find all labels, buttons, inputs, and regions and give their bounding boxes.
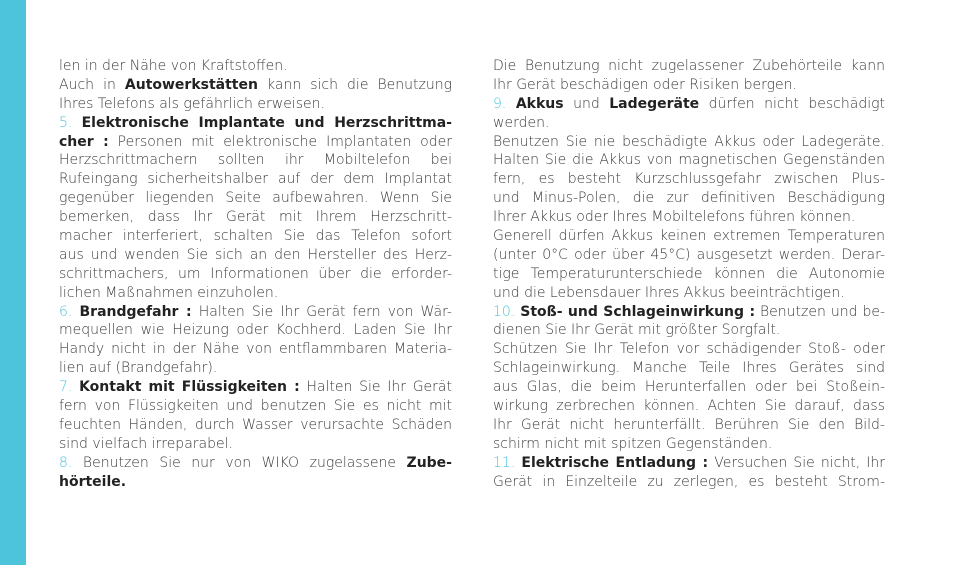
body-text: lien auf (Brandgefahr).: [59, 360, 218, 377]
text-line: [493, 378, 885, 397]
text-line: [493, 95, 885, 114]
body-text: werden.: [493, 114, 550, 131]
text-line: [493, 227, 885, 246]
text-line: [493, 170, 885, 189]
text-line: [493, 397, 885, 416]
text-line: [493, 284, 885, 303]
text-line: [59, 473, 452, 492]
body-text: Generell dürfen Akkus keinen extremen Temperaturen: [493, 228, 885, 245]
section-number: 6.: [59, 303, 80, 320]
body-text: Benutzen und be-: [755, 303, 885, 320]
text-line: [59, 378, 452, 397]
bold-term: hörteile.: [59, 473, 127, 490]
body-text: Ihr Gerät nicht herunterfällt. Berühren Sie den Bild-: [493, 416, 885, 433]
body-text: Schlageinwirkung. Manche Teile Ihres Gerätes sind: [493, 360, 885, 377]
text-line: [493, 189, 885, 208]
section-number: 8.: [59, 454, 83, 471]
text-line: [59, 151, 452, 170]
text-line: [59, 359, 452, 378]
body-text: und: [563, 95, 610, 112]
body-text: len in der Nähe von Kraftstoffen.: [59, 58, 288, 74]
bold-term: Autowerkstätten: [124, 76, 258, 93]
bold-term: Brandgefahr :: [79, 303, 192, 320]
bold-term: Kontakt mit Flüssigkeiten :: [79, 379, 300, 396]
text-line: [493, 208, 885, 227]
left-text-column: [59, 57, 452, 491]
body-text: dienen Sie Ihr Gerät mit größter Sorgfalt.: [493, 322, 781, 339]
accent-side-bar: [0, 0, 26, 565]
body-text: bemerken, dass Ihr Gerät mit Ihrem Herzschritt-: [59, 209, 452, 226]
bold-term: Akkus: [515, 95, 564, 112]
body-text: schrittmachers, um Informationen über die erforder-: [59, 265, 452, 282]
bold-term: cher :: [59, 133, 109, 150]
body-text: mequellen wie Heizung oder Kochherd. Laden Sie Ihr: [59, 322, 452, 339]
body-text: fern, es besteht Kurzschlussgefahr zwischen Plus-: [493, 171, 885, 188]
body-text: feuchten Händen, durch Wasser verursachte Schäden: [59, 416, 452, 433]
text-line: [493, 454, 885, 473]
body-text: (unter 0°C oder über 45°C) ausgesetzt werden. Derar-: [493, 246, 885, 263]
body-text: lichen Maßnahmen einzuholen.: [59, 284, 279, 301]
body-text: Benutzen Sie nie beschädigte Akkus oder Ladegeräte.: [493, 133, 885, 150]
body-text: Halten Sie Ihr Gerät: [299, 379, 452, 396]
body-text: Rufeingang sicherheitshalber auf der dem Implantat: [59, 171, 452, 188]
bold-term: Ladegeräte: [609, 95, 700, 112]
body-text: Ihr Gerät beschädigen oder Risiken bergen.: [493, 76, 797, 93]
body-text: Ihres Telefons als gefährlich erweisen.: [59, 95, 325, 112]
body-text: Handy nicht in der Nähe von entflammbaren Materia-: [59, 341, 452, 358]
body-text: Halten Sie Ihr Gerät fern von Wär-: [191, 303, 452, 320]
body-text: gegenüber liegenden Seite aufbewahren. Wenn Sie: [59, 190, 452, 207]
text-line: [493, 133, 885, 152]
section-number: 10.: [493, 303, 521, 320]
text-line: [59, 114, 452, 133]
body-text: Versuchen Sie nicht, Ihr: [708, 454, 886, 471]
body-text: Gerät in Einzelteile zu zerlegen, es besteht Strom-: [493, 473, 885, 490]
body-text: und die Lebensdauer Ihres Akkus beeinträchtigen.: [493, 284, 845, 301]
section-number: 9.: [493, 95, 516, 112]
text-line: [493, 416, 885, 435]
bold-term: Elektronische Implantate und Herzschrittma-: [81, 114, 452, 131]
body-text: und Minus-Polen, die zur definitiven Beschädigung: [493, 190, 885, 207]
body-text: macher interferiert, schalten Sie das Telefon sofort: [59, 228, 452, 245]
text-line: [493, 114, 885, 133]
text-line: [59, 208, 452, 227]
text-line: [493, 340, 885, 359]
body-text: tige Temperaturunterschiede können die Autonomie: [493, 265, 885, 282]
body-text: aus und wenden Sie sich an den Hersteller des Herz-: [59, 246, 452, 263]
text-line: [493, 76, 885, 95]
text-line: [59, 265, 452, 284]
text-line: [59, 397, 452, 416]
text-line: [59, 284, 452, 303]
text-line: [493, 359, 885, 378]
bold-term: Elektrische Entladung :: [521, 454, 709, 471]
body-text: sind vielfach irreparabel.: [59, 435, 233, 452]
text-line: [59, 57, 452, 76]
text-line: [59, 435, 452, 454]
body-text: Die Benutzung nicht zugelassener Zubehörteile kann: [493, 58, 885, 74]
text-line: [59, 189, 452, 208]
text-line: [493, 321, 885, 340]
body-text: schirm nicht mit spitzen Gegenständen.: [493, 435, 773, 452]
text-line: [493, 435, 885, 454]
body-text: kann sich die Benutzung: [257, 76, 452, 93]
body-text: Schützen Sie Ihr Telefon vor schädigender Stoß- oder: [493, 341, 885, 358]
text-line: [59, 246, 452, 265]
body-text: Personen mit elektronische Implantaten oder: [108, 133, 452, 150]
text-line: [493, 151, 885, 170]
text-line: [493, 246, 885, 265]
text-line: [59, 227, 452, 246]
text-line: [59, 340, 452, 359]
body-text: Ihrer Akkus oder Ihres Mobiltelefons führen können.: [493, 209, 856, 226]
section-number: 7.: [59, 379, 80, 396]
body-text: wirkung zerbrechen können. Achten Sie darauf, dass: [493, 398, 885, 415]
right-text-column: [493, 57, 885, 491]
text-line: [59, 170, 452, 189]
text-line: [59, 133, 452, 152]
text-line: [59, 95, 452, 114]
body-text: Auch in: [59, 76, 125, 93]
bold-term: Stoß- und Schlageinwirkung :: [520, 303, 756, 320]
body-text: Benutzen Sie nur von WIKO zugelassene: [82, 454, 407, 471]
text-line: [493, 265, 885, 284]
text-line: [59, 454, 452, 473]
text-line: [493, 303, 885, 322]
body-text: Halten Sie die Akkus von magnetischen Gegenständen: [493, 152, 885, 169]
body-text: aus Glas, die beim Herunterfallen oder bei Stoßein-: [493, 379, 885, 396]
bold-term: Zube-: [406, 454, 452, 471]
text-line: [493, 473, 885, 492]
text-line: [493, 57, 885, 76]
text-line: [59, 76, 452, 95]
text-line: [59, 321, 452, 340]
body-text: Herzschrittmachern sollten ihr Mobiltelefon bei: [59, 152, 452, 169]
section-number: 5.: [59, 114, 82, 131]
text-line: [59, 416, 452, 435]
body-text: fern von Flüssigkeiten und benutzen Sie es nicht mit: [59, 398, 452, 415]
body-text: dürfen nicht beschädigt: [699, 95, 885, 112]
text-line: [59, 303, 452, 322]
section-number: 11.: [493, 454, 522, 471]
